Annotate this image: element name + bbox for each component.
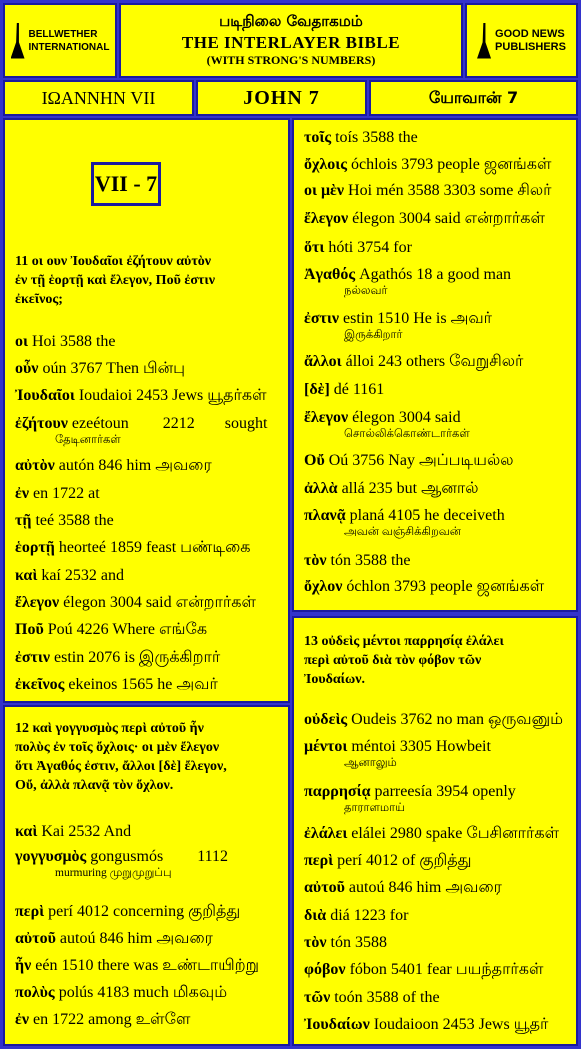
- tamil-gloss: தேடினார்கள்: [55, 434, 121, 446]
- interlinear-row: [15, 1012, 280, 1028]
- translit-strongs-gloss: allá 235 but ஆனால்: [341, 480, 479, 497]
- interlinear-row: [15, 486, 280, 502]
- interlinear-row: [304, 354, 568, 370]
- interlinear-row: [304, 962, 568, 978]
- logo-line-2: INTERNATIONAL: [28, 41, 110, 53]
- tamil-gloss: அவன் வஞ்சிக்கிறவன்: [344, 526, 461, 538]
- logo-line-1: BELLWETHER: [28, 28, 98, 40]
- verse-12-text: [15, 719, 280, 795]
- translit-strongs-gloss: óchlois 3793 people ஜனங்கள்: [350, 156, 552, 173]
- interlinear-row: [304, 410, 568, 426]
- bar-greek: ΙΩΑΝΝΗΝ VII: [3, 80, 194, 116]
- greek-word: ἐν: [15, 1011, 29, 1028]
- verse-13-text: [304, 632, 568, 689]
- interlinear-row: [304, 935, 568, 951]
- greek-word: Ἰουδαῖοι: [15, 387, 75, 404]
- interlinear-row: [304, 130, 568, 146]
- greek-word: διὰ: [304, 907, 327, 924]
- translit-strongs-gloss: autón 846 him அவரை: [58, 457, 212, 474]
- translit-strongs-gloss: Poú 4226 Where எங்கே: [47, 621, 208, 638]
- translit-strongs-gloss: toón 3588 of the: [334, 989, 440, 1006]
- interlinear-row: [15, 985, 280, 1001]
- header-left-logo: [3, 3, 117, 78]
- interlinear-row: [304, 508, 568, 524]
- interlinear-row: [304, 382, 568, 398]
- tamil-gloss: murmuring முறுமுறுப்பு: [55, 867, 172, 879]
- greek-word: οὖν: [15, 360, 39, 377]
- translit-strongs-gloss: dé 1161: [333, 381, 385, 398]
- translit-strongs-gloss: heorteé 1859 feast பண்டிகை: [58, 539, 251, 556]
- interlinear-row: [15, 958, 280, 974]
- interlinear-row: [15, 931, 280, 947]
- translit-strongs-gloss: polús 4183 much மிகவும்: [58, 984, 228, 1001]
- translit-strongs-gloss: autoú 846 him அவரை: [348, 879, 502, 896]
- translit-strongs-gloss: en 1722 at: [32, 485, 100, 502]
- interlinear-row: [15, 824, 280, 840]
- greek-word: περὶ: [304, 852, 334, 869]
- greek-word: ὅτι: [304, 239, 325, 256]
- tamil-gloss: சொல்லிக்கொண்டார்கள்: [344, 428, 470, 440]
- interlinear-row: [304, 183, 568, 199]
- interlinear-row: [304, 853, 568, 869]
- greek-word: Ἰουδαίων: [304, 1016, 370, 1033]
- greek-word: αὐτοῦ: [304, 879, 345, 896]
- greek-word: ἑορτῇ: [15, 539, 55, 556]
- greek-word: ἐλάλει: [304, 825, 348, 842]
- greek-word: τῇ: [15, 512, 32, 529]
- interlinear-row: [15, 849, 280, 865]
- greek-word: ἐστιν: [15, 649, 51, 666]
- translit-strongs-gloss: élegon 3004 said என்றார்கள்: [63, 594, 256, 611]
- interlinear-row: [304, 240, 568, 256]
- translit-strongs-gloss: Ioudaioon 2453 Jews யூதர்: [373, 1016, 549, 1033]
- interlinear-row: [304, 267, 568, 283]
- interlinear-row: [304, 826, 568, 842]
- translit-strongs-gloss: Oú 3756 Nay அப்படியல்ல: [328, 452, 514, 469]
- interlinear-row: [304, 1017, 568, 1033]
- greek-word: αὐτὸν: [15, 457, 55, 474]
- interlinear-row: [304, 311, 568, 327]
- greek-word: φόβον: [304, 961, 346, 978]
- verse-11-panel: [3, 118, 290, 703]
- interlinear-row: [15, 388, 280, 404]
- translit-strongs-gloss: planá 4105 he deceiveth: [349, 507, 505, 524]
- interlinear-row: [304, 990, 568, 1006]
- greek-word: ἔλεγον: [304, 409, 349, 426]
- translit-strongs-gloss: Hoi 3588 the: [31, 333, 116, 350]
- verse-12-panel: [3, 705, 290, 1046]
- translit-strongs-gloss: Oudeis 3762 no man ஒருவனும்: [351, 711, 564, 728]
- translit-strongs-gloss: élegon 3004 said: [352, 409, 461, 426]
- interlinear-row: [304, 739, 568, 755]
- interlinear-row: [15, 334, 280, 350]
- translit-strongs-gloss: elálei 2980 spake பேசினார்கள்: [351, 825, 560, 842]
- header-right-logo: [465, 3, 578, 78]
- title-main: THE INTERLAYER BIBLE: [181, 33, 401, 52]
- verse-text-line: περὶ αὐτοῦ διὰ τὸν φόβον τῶν: [304, 653, 482, 668]
- tamil-gloss: தாராளமாய்: [344, 802, 405, 814]
- strongs-number: 2212: [162, 415, 195, 432]
- chapter-label: VII - 7: [91, 162, 161, 206]
- translit-strongs-gloss: diá 1223 for: [330, 907, 409, 924]
- greek-word: περὶ: [15, 903, 45, 920]
- logo-line-1: GOOD NEWS: [495, 27, 565, 40]
- greek-word: μέντοι: [304, 738, 348, 755]
- interlinear-row: [304, 481, 568, 497]
- greek-word: ἀλλὰ: [304, 480, 338, 497]
- greek-word: ἐζήτουν: [15, 415, 68, 432]
- verse-text-line: ὅτι Ἀγαθός ἐστιν, ἄλλοι [δὲ] ἔλεγον,: [15, 759, 227, 774]
- tamil-gloss: இருக்கிறார்: [344, 329, 403, 341]
- verse-text-line: ἐν τῇ ἑορτῇ καὶ ἔλεγον, Ποῦ ἐστιν: [15, 273, 215, 288]
- greek-word: Ποῦ: [15, 621, 44, 638]
- verse-13-panel: [292, 616, 578, 1046]
- translit-strongs-gloss: toís 3588 the: [335, 129, 418, 146]
- verse-text-line: Οὔ, ἀλλὰ πλανᾷ τὸν ὄχλον.: [15, 778, 174, 793]
- translit-strongs-gloss: Hoi mén 3588 3303 some சிலர்: [348, 182, 552, 199]
- greek-word: ἐστιν: [304, 310, 340, 327]
- translit-strongs-gloss: kaí 2532 and: [41, 567, 124, 584]
- translit-strongs-gloss: eén 1510 there was உண்டாயிற்று: [35, 957, 259, 974]
- interlinear-row: [304, 211, 568, 227]
- greek-word: [δὲ]: [304, 381, 330, 398]
- interlinear-row: [15, 904, 280, 920]
- greek-word: πολὺς: [15, 984, 55, 1001]
- verse-text-line: 13 οὐδεὶς μέντοι παρρησίᾳ ἐλάλει: [304, 634, 504, 649]
- greek-word: τὸν: [304, 552, 327, 569]
- tamil-gloss: நல்லவர்: [344, 285, 388, 297]
- translit-strongs-gloss: gongusmós: [90, 848, 164, 865]
- translit-strongs-gloss: fóbon 5401 fear பயந்தார்கள்: [349, 961, 544, 978]
- greek-word: οι: [15, 333, 28, 350]
- interlinear-row: [304, 453, 568, 469]
- translit-strongs-gloss: autoú 846 him அவரை: [59, 930, 213, 947]
- translit-strongs-gloss: tón 3588 the: [330, 552, 411, 569]
- interlinear-row: [304, 908, 568, 924]
- header-title: [119, 3, 463, 78]
- translit-strongs-gloss: hóti 3754 for: [328, 239, 412, 256]
- translit-strongs-gloss: Agathós 18 a good man: [359, 266, 512, 283]
- greek-word: τοῖς: [304, 129, 332, 146]
- interlinear-row: [15, 595, 280, 611]
- translit-strongs-gloss: Kai 2532 And: [41, 823, 132, 840]
- greek-word: οι μὲν: [304, 182, 345, 199]
- greek-word: οὐδεὶς: [304, 711, 348, 728]
- greek-word: ἔλεγον: [304, 210, 349, 227]
- greek-word: καὶ: [15, 823, 38, 840]
- translit-strongs-gloss: estin 1510 He is அவர்: [343, 310, 493, 327]
- title-sub: (WITH STRONG'S NUMBERS): [206, 53, 376, 67]
- translit-strongs-gloss: oún 3767 Then பின்பு: [42, 360, 186, 377]
- translit-strongs-gloss: tón 3588: [330, 934, 387, 951]
- interlinear-row: [304, 784, 568, 800]
- translit-strongs-gloss: parreesía 3954 openly: [374, 783, 516, 800]
- translit-strongs-gloss: estin 2076 is இருக்கிறார்: [54, 649, 221, 666]
- greek-word: πλανᾷ: [304, 507, 346, 524]
- interlinear-row: [15, 568, 280, 584]
- translit-strongs-gloss: ekeinos 1565 he அவர்: [68, 676, 218, 693]
- greek-word: Ἀγαθός: [304, 266, 356, 283]
- greek-word: ὄχλοις: [304, 156, 347, 173]
- translit-strongs-gloss: Ioudaioi 2453 Jews யூதர்கள்: [78, 387, 267, 404]
- interlinear-row: [304, 553, 568, 569]
- translit-strongs-gloss: álloi 243 others வேறுசிலர்: [345, 353, 524, 370]
- translit-strongs-gloss: perí 4012 of குறித்து: [337, 852, 472, 869]
- interlinear-row: [15, 677, 280, 693]
- greek-word: καὶ: [15, 567, 38, 584]
- greek-word: ὄχλον: [304, 578, 343, 595]
- translit-strongs-gloss: ezeétoun: [71, 415, 129, 432]
- bar-english: JOHN 7: [196, 80, 367, 116]
- verse-text-line: 11 οι ουν Ἰουδαῖοι ἐζήτουν αὐτὸν: [15, 254, 212, 269]
- verse-text-line: ἐκεῖνος;: [15, 292, 63, 307]
- translit-strongs-gloss: óchlon 3793 people ஜனங்கள்: [346, 578, 545, 595]
- strongs-number: 1112: [197, 848, 228, 865]
- logo-line-2: PUBLISHERS: [495, 40, 566, 53]
- greek-word: τὸν: [304, 934, 327, 951]
- interlinear-row: [15, 458, 280, 474]
- greek-word: ἐκεῖνος: [15, 676, 65, 693]
- translit-strongs-gloss: élegon 3004 said என்றார்கள்: [352, 210, 545, 227]
- greek-word: γογγυσμὸς: [15, 848, 87, 865]
- greek-word: ἔλεγον: [15, 594, 60, 611]
- greek-word: ἦν: [15, 957, 32, 974]
- translit-strongs-gloss: teé 3588 the: [35, 512, 114, 529]
- bellwether-logo-icon: [11, 23, 25, 59]
- interlinear-row: [15, 416, 280, 432]
- verse-11-text: [15, 252, 280, 309]
- interlinear-row: [15, 622, 280, 638]
- verse-12-continued-panel: [292, 118, 578, 612]
- interlinear-row: [15, 540, 280, 556]
- translit-strongs-gloss: en 1722 among உள்ளே: [32, 1011, 191, 1028]
- translit-strongs-gloss: méntoi 3305 Howbeit: [351, 738, 491, 755]
- greek-word: παρρησίᾳ: [304, 783, 371, 800]
- interlinear-row: [304, 579, 568, 595]
- greek-word: τῶν: [304, 989, 331, 1006]
- greek-word: ἄλλοι: [304, 353, 342, 370]
- greek-word: ἐν: [15, 485, 29, 502]
- bar-tamil: யோவான் 7: [369, 80, 578, 116]
- greek-word: αὐτοῦ: [15, 930, 56, 947]
- tamil-gloss: ஆனாலும்: [344, 757, 397, 769]
- good-news-logo-icon: [477, 23, 491, 59]
- translit-strongs-gloss: perí 4012 concerning குறித்து: [48, 903, 241, 920]
- greek-word: Οὔ: [304, 452, 325, 469]
- interlinear-row: [304, 712, 568, 728]
- verse-text-line: 12 καὶ γογγυσμὸς περὶ αὐτοῦ ἦν: [15, 721, 204, 736]
- interlinear-row: [304, 157, 568, 173]
- interlinear-row: [15, 650, 280, 666]
- english-gloss: sought: [224, 415, 268, 432]
- verse-text-line: Ἰουδαίων.: [304, 672, 366, 687]
- title-tamil: படிநிலை வேதாகமம்: [219, 12, 363, 30]
- interlinear-row: [304, 880, 568, 896]
- verse-text-line: πολὺς ἐν τοῖς ὄχλοις· οι μὲν ἔλεγον: [15, 740, 220, 755]
- interlinear-row: [15, 361, 280, 377]
- interlinear-row: [15, 513, 280, 529]
